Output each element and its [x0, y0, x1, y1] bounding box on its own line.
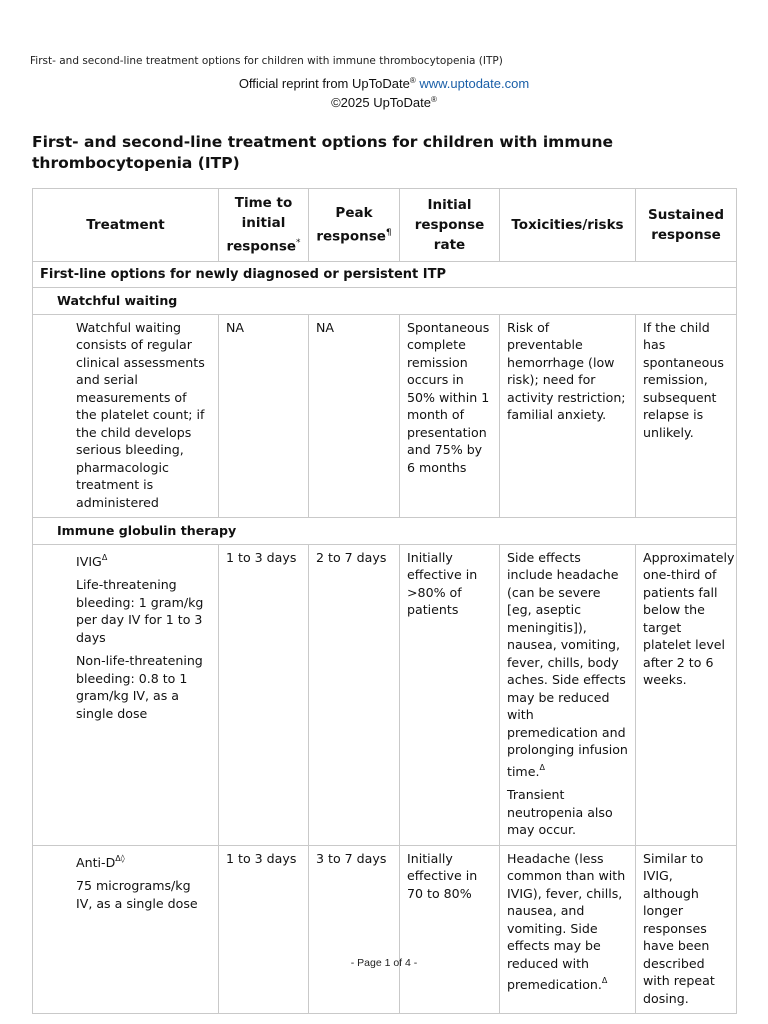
toxicity-text	[507, 549, 628, 781]
table-row	[33, 314, 737, 518]
col-header-peak-label: Peak response	[316, 205, 386, 245]
group-row	[33, 288, 737, 315]
col-header-time-label: Time to initial response	[226, 195, 297, 255]
cell-toxicities	[500, 544, 636, 845]
cell-time: 1 to 3 days	[219, 544, 309, 845]
toxicity-text-main: Side effects include headache (can be severe [eg, aseptic meningitis]), nausea, vomiting, fever, chills, body aches. Side effects may be reduced with premedication and prolonging infusion time.	[507, 549, 628, 779]
cell-time: 1 to 3 days	[219, 845, 309, 1014]
cell-peak: 3 to 7 days	[309, 845, 400, 1014]
col-header-time-to-response	[219, 189, 309, 262]
running-header: First- and second-line treatment options for children with immune thrombocytopenia (ITP)	[30, 55, 503, 67]
dose-text: Life-threatening bleeding: 1 gram/kg per day IV for 1 to 3 days	[76, 577, 204, 645]
copyright-registered-mark: ®	[431, 95, 437, 104]
table-header-row	[33, 189, 737, 262]
cell-rate: Spontaneous complete remission occurs in 50% within 1 month of presentation and 75% by 6 months	[400, 314, 500, 518]
cell-peak: NA	[309, 314, 400, 518]
registered-mark: ®	[409, 76, 416, 85]
footnote-mark: Δ	[101, 552, 108, 562]
copyright-line	[0, 92, 768, 111]
copyright-text: ©2025 UpToDate	[331, 95, 431, 110]
toxicity-text-main: Headache (less common than with IVIG), fever, chills, nausea, and vomiting. Side effects may be reduced with premedication.	[507, 850, 626, 992]
reprint-notice	[0, 73, 768, 111]
footnote-mark: Δ◊	[115, 853, 125, 863]
drug-name-ivig: IVIG	[76, 553, 102, 569]
drug-name	[76, 850, 208, 872]
cell-treatment	[33, 845, 219, 1014]
cell-sustained: Similar to IVIG, although longer responses have been described with repeat dosing.	[636, 845, 737, 1014]
drug-name	[76, 549, 208, 571]
page-number: - Page 1 of 4 -	[350, 957, 418, 969]
footnote-mark: Δ	[601, 976, 608, 985]
cell-toxicities: Risk of preventable hemorrhage (low risk); need for activity restriction; familial anxiety.	[500, 314, 636, 518]
group-row	[33, 518, 737, 545]
cell-treatment: Watchful waiting consists of regular clinical assessments and serial measurements of the platelet count; if the child develops serious bleeding, pharmacologic treatment is administered	[33, 314, 219, 518]
cell-toxicities	[500, 845, 636, 1014]
cell-time: NA	[219, 314, 309, 518]
table-row	[33, 845, 737, 1014]
footnote-mark: Δ	[539, 762, 545, 772]
peak-footnote-mark: ¶	[385, 228, 392, 238]
col-header-toxicities: Toxicities/risks	[500, 189, 636, 262]
section-row	[33, 261, 737, 288]
col-header-sustained: Sustained response	[636, 189, 737, 262]
drug-name-anti-d: Anti-D	[76, 854, 116, 870]
table-row	[33, 544, 737, 845]
treatment-table	[32, 188, 737, 1014]
col-header-treatment: Treatment	[33, 189, 219, 262]
cell-rate: Initially effective in >80% of patients	[400, 544, 500, 845]
dose-text: Non-life-threatening bleeding: 0.8 to 1 gram/kg IV, as a single dose	[76, 653, 203, 721]
toxicity-text: Transient neutropenia also may occur.	[507, 787, 613, 837]
cell-sustained: If the child has spontaneous remission, subsequent relapse is unlikely.	[636, 314, 737, 518]
group-heading-watchful: Watchful waiting	[33, 288, 737, 315]
col-header-response-rate: Initial response rate	[400, 189, 500, 262]
uptodate-link[interactable]: www.uptodate.com	[419, 76, 530, 91]
page-title: First- and second-line treatment options for children with immune thrombocytopenia (ITP)	[32, 133, 614, 172]
dose-text: 75 micrograms/kg IV, as a single dose	[76, 878, 198, 911]
group-heading-immune-globulin: Immune globulin therapy	[33, 518, 737, 545]
cell-peak: 2 to 7 days	[309, 544, 400, 845]
section-heading-first-line: First-line options for newly diagnosed or persistent ITP	[33, 261, 737, 288]
cell-sustained: Approximately one-third of patients fall below the target platelet level after 2 to 6 weeks.	[636, 544, 737, 845]
reprint-prefix: Official reprint from UpToDate	[238, 76, 410, 91]
col-header-peak-response	[309, 189, 400, 262]
cell-rate: Initially effective in 70 to 80%	[400, 845, 500, 1014]
reprint-line	[0, 73, 768, 92]
cell-treatment	[33, 544, 219, 845]
time-footnote-mark: *	[296, 238, 301, 248]
